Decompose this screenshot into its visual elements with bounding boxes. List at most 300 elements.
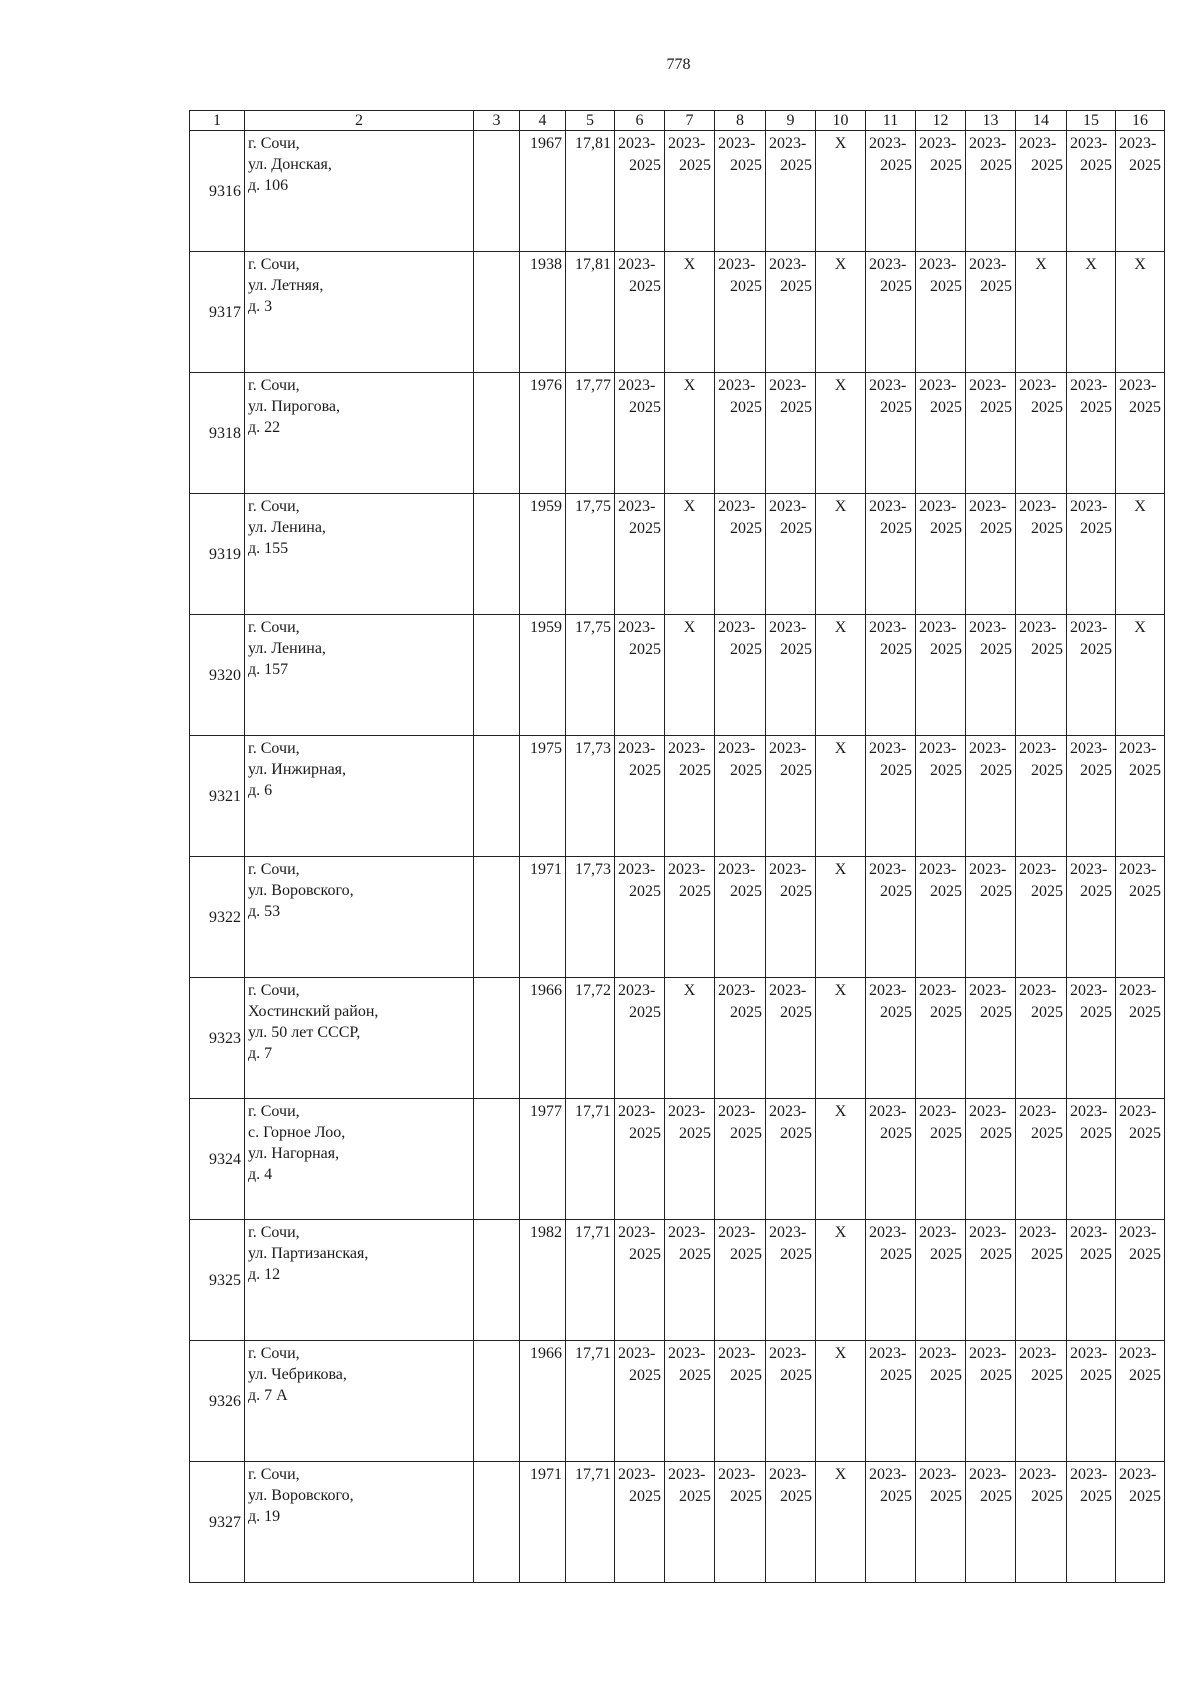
period-start: 2023- — [769, 619, 807, 636]
period-cell — [715, 252, 766, 373]
period-mark: X — [834, 740, 847, 757]
row-number: 9316 — [190, 131, 245, 252]
period-start: 2023- — [718, 861, 756, 878]
period-end: 2025 — [880, 1004, 912, 1021]
address-line: д. 53 — [248, 903, 281, 920]
table-row — [190, 131, 1165, 252]
period-start: 2023- — [718, 135, 756, 152]
period-cell — [1116, 615, 1165, 736]
period-cell — [615, 252, 665, 373]
address-line: д. 106 — [248, 177, 289, 194]
table-row — [190, 857, 1165, 978]
address-line: ул. Нагорная, — [248, 1145, 340, 1162]
address-line: ул. Донская, — [248, 156, 332, 173]
period-end: 2025 — [679, 157, 711, 174]
column-header-12: 12 — [916, 111, 966, 131]
period-cell — [866, 1099, 916, 1220]
period-cell — [665, 978, 715, 1099]
period-start: 2023- — [969, 1103, 1007, 1120]
period-end: 2025 — [730, 278, 762, 295]
period-start: 2023- — [718, 256, 756, 273]
period-end: 2025 — [880, 157, 912, 174]
period-start: 2023- — [618, 377, 656, 394]
table-row — [190, 252, 1165, 373]
period-start: 2023- — [869, 256, 907, 273]
period-end: 2025 — [1031, 1004, 1063, 1021]
column-3-cell — [474, 373, 520, 494]
period-start: 2023- — [718, 740, 756, 757]
period-start: 2023- — [668, 1103, 706, 1120]
period-end: 2025 — [880, 520, 912, 537]
period-end: 2025 — [1080, 1246, 1112, 1263]
period-start: 2023- — [1019, 740, 1057, 757]
period-cell — [766, 978, 816, 1099]
period-end: 2025 — [1080, 762, 1112, 779]
address-cell — [245, 1462, 474, 1583]
period-end: 2025 — [880, 1246, 912, 1263]
period-start: 2023- — [919, 498, 957, 515]
period-start: 2023- — [1019, 619, 1057, 636]
period-end: 2025 — [1080, 157, 1112, 174]
period-start: 2023- — [618, 1103, 656, 1120]
period-start: 2023- — [769, 256, 807, 273]
period-cell — [665, 615, 715, 736]
period-end: 2025 — [730, 1488, 762, 1505]
period-cell — [665, 131, 715, 252]
period-end: 2025 — [930, 520, 962, 537]
period-start: 2023- — [1119, 377, 1157, 394]
period-end: 2025 — [880, 399, 912, 416]
period-start: 2023- — [869, 740, 907, 757]
period-end: 2025 — [1129, 1367, 1161, 1384]
address-cell — [245, 615, 474, 736]
period-end: 2025 — [980, 157, 1012, 174]
period-end: 2025 — [1129, 399, 1161, 416]
period-mark: X — [1085, 256, 1097, 273]
wear-percent-cell: 17,81 — [566, 252, 615, 373]
period-cell — [816, 494, 866, 615]
table-row — [190, 1462, 1165, 1583]
period-end: 2025 — [730, 157, 762, 174]
period-end: 2025 — [730, 1246, 762, 1263]
period-cell — [766, 373, 816, 494]
period-end: 2025 — [930, 1246, 962, 1263]
period-end: 2025 — [930, 278, 962, 295]
period-start: 2023- — [1119, 740, 1157, 757]
period-mark: X — [834, 135, 847, 152]
period-cell — [1067, 857, 1116, 978]
period-cell — [1116, 736, 1165, 857]
period-mark: X — [683, 982, 696, 999]
address-line: г. Сочи, — [248, 619, 300, 636]
address-cell — [245, 1220, 474, 1341]
period-end: 2025 — [980, 641, 1012, 658]
period-end: 2025 — [1129, 1246, 1161, 1263]
period-cell — [766, 494, 816, 615]
period-end: 2025 — [930, 1367, 962, 1384]
period-end: 2025 — [679, 1246, 711, 1263]
period-cell — [866, 131, 916, 252]
column-number-header-row — [190, 111, 1165, 131]
period-start: 2023- — [769, 861, 807, 878]
period-start: 2023- — [618, 1224, 656, 1241]
period-cell — [1067, 131, 1116, 252]
period-start: 2023- — [919, 1103, 957, 1120]
period-end: 2025 — [730, 762, 762, 779]
period-cell — [866, 1341, 916, 1462]
period-cell — [1067, 373, 1116, 494]
period-cell — [1016, 978, 1067, 1099]
period-end: 2025 — [780, 1004, 812, 1021]
address-cell — [245, 373, 474, 494]
period-mark: X — [834, 1345, 847, 1362]
period-cell — [615, 857, 665, 978]
period-start: 2023- — [969, 619, 1007, 636]
period-end: 2025 — [1031, 1488, 1063, 1505]
period-cell — [1016, 736, 1067, 857]
period-start: 2023- — [969, 740, 1007, 757]
period-end: 2025 — [980, 520, 1012, 537]
period-start: 2023- — [919, 619, 957, 636]
period-cell — [916, 494, 966, 615]
period-mark: X — [834, 498, 847, 515]
period-start: 2023- — [869, 135, 907, 152]
period-cell — [866, 857, 916, 978]
period-start: 2023- — [1119, 982, 1157, 999]
address-cell — [245, 978, 474, 1099]
period-cell — [766, 1341, 816, 1462]
period-mark: X — [1134, 619, 1146, 636]
row-number: 9320 — [190, 615, 245, 736]
period-cell — [615, 1099, 665, 1220]
period-end: 2025 — [980, 883, 1012, 900]
table-body — [190, 131, 1165, 1583]
period-cell — [615, 131, 665, 252]
wear-percent-cell: 17,71 — [566, 1462, 615, 1583]
address-cell — [245, 131, 474, 252]
period-start: 2023- — [1070, 135, 1108, 152]
period-end: 2025 — [980, 762, 1012, 779]
period-mark: X — [1134, 498, 1146, 515]
period-end: 2025 — [629, 641, 661, 658]
period-start: 2023- — [1019, 1466, 1057, 1483]
period-cell — [1116, 1220, 1165, 1341]
period-start: 2023- — [969, 377, 1007, 394]
address-line: г. Сочи, — [248, 1466, 300, 1483]
address-line: д. 19 — [248, 1508, 281, 1525]
period-end: 2025 — [1031, 1246, 1063, 1263]
period-cell — [816, 1220, 866, 1341]
period-start: 2023- — [1070, 1224, 1108, 1241]
period-mark: X — [1134, 256, 1146, 273]
period-cell — [816, 978, 866, 1099]
address-line: г. Сочи, — [248, 1103, 300, 1120]
period-end: 2025 — [780, 278, 812, 295]
period-start: 2023- — [1070, 498, 1108, 515]
period-mark: X — [1035, 256, 1047, 273]
period-cell — [665, 373, 715, 494]
address-line: д. 155 — [248, 540, 289, 557]
period-cell — [715, 1462, 766, 1583]
period-cell — [1016, 615, 1067, 736]
period-end: 2025 — [1080, 641, 1112, 658]
period-cell — [766, 857, 816, 978]
row-number: 9324 — [190, 1099, 245, 1220]
period-start: 2023- — [1070, 619, 1108, 636]
period-cell — [966, 494, 1016, 615]
wear-percent-cell: 17,71 — [566, 1099, 615, 1220]
period-cell — [916, 615, 966, 736]
period-cell — [615, 1220, 665, 1341]
period-cell — [816, 1099, 866, 1220]
period-cell — [866, 615, 916, 736]
address-line: Хостинский район, — [248, 1003, 379, 1020]
period-start: 2023- — [869, 1103, 907, 1120]
address-line: д. 3 — [248, 298, 273, 315]
period-start: 2023- — [869, 861, 907, 878]
column-header-5: 5 — [566, 111, 615, 131]
period-cell — [1067, 1341, 1116, 1462]
period-end: 2025 — [780, 520, 812, 537]
address-line: ул. Летняя, — [248, 277, 324, 294]
period-mark: X — [834, 1103, 847, 1120]
period-cell — [766, 252, 816, 373]
year-built-cell: 1966 — [520, 978, 566, 1099]
period-end: 2025 — [629, 1004, 661, 1021]
period-cell — [966, 857, 1016, 978]
column-3-cell — [474, 736, 520, 857]
column-3-cell — [474, 1341, 520, 1462]
period-end: 2025 — [629, 883, 661, 900]
period-start: 2023- — [1019, 377, 1057, 394]
period-end: 2025 — [780, 157, 812, 174]
period-cell — [665, 1220, 715, 1341]
period-cell — [866, 736, 916, 857]
address-line: г. Сочи, — [248, 740, 300, 757]
period-mark: X — [834, 982, 847, 999]
period-cell — [766, 131, 816, 252]
period-cell — [665, 857, 715, 978]
period-cell — [1016, 1341, 1067, 1462]
period-mark: X — [834, 377, 847, 394]
period-cell — [866, 978, 916, 1099]
period-start: 2023- — [919, 982, 957, 999]
period-start: 2023- — [919, 1345, 957, 1362]
period-end: 2025 — [1031, 762, 1063, 779]
column-header-6: 6 — [615, 111, 665, 131]
row-number: 9322 — [190, 857, 245, 978]
period-start: 2023- — [1070, 377, 1108, 394]
period-start: 2023- — [718, 1103, 756, 1120]
period-start: 2023- — [1019, 1224, 1057, 1241]
column-header-3: 3 — [474, 111, 520, 131]
period-cell — [665, 736, 715, 857]
period-cell — [715, 1099, 766, 1220]
period-start: 2023- — [618, 982, 656, 999]
period-start: 2023- — [869, 1466, 907, 1483]
period-cell — [1116, 857, 1165, 978]
period-start: 2023- — [769, 377, 807, 394]
period-end: 2025 — [730, 641, 762, 658]
year-built-cell: 1977 — [520, 1099, 566, 1220]
wear-percent-cell: 17,81 — [566, 131, 615, 252]
period-cell — [1116, 494, 1165, 615]
period-cell — [966, 1341, 1016, 1462]
address-line: ул. Чебрикова, — [248, 1366, 347, 1383]
address-line: д. 4 — [248, 1166, 273, 1183]
period-cell — [966, 373, 1016, 494]
column-3-cell — [474, 1220, 520, 1341]
period-cell — [866, 252, 916, 373]
wear-percent-cell: 17,77 — [566, 373, 615, 494]
period-end: 2025 — [880, 762, 912, 779]
wear-percent-cell: 17,72 — [566, 978, 615, 1099]
period-cell — [665, 252, 715, 373]
column-3-cell — [474, 978, 520, 1099]
period-cell — [715, 978, 766, 1099]
period-end: 2025 — [1129, 883, 1161, 900]
period-end: 2025 — [629, 1488, 661, 1505]
column-header-7: 7 — [665, 111, 715, 131]
period-cell — [866, 373, 916, 494]
period-end: 2025 — [980, 1125, 1012, 1142]
year-built-cell: 1959 — [520, 615, 566, 736]
period-end: 2025 — [1031, 641, 1063, 658]
period-cell — [615, 978, 665, 1099]
period-cell — [1116, 978, 1165, 1099]
wear-percent-cell: 17,71 — [566, 1220, 615, 1341]
period-start: 2023- — [1070, 982, 1108, 999]
period-start: 2023- — [718, 498, 756, 515]
column-3-cell — [474, 1099, 520, 1220]
period-start: 2023- — [919, 740, 957, 757]
period-end: 2025 — [780, 641, 812, 658]
period-end: 2025 — [679, 1125, 711, 1142]
period-end: 2025 — [1129, 1004, 1161, 1021]
period-end: 2025 — [730, 883, 762, 900]
period-start: 2023- — [919, 1224, 957, 1241]
period-start: 2023- — [769, 1345, 807, 1362]
period-start: 2023- — [869, 982, 907, 999]
period-cell — [615, 373, 665, 494]
address-line: ул. Воровского, — [248, 882, 354, 899]
period-cell — [1016, 857, 1067, 978]
column-header-2: 2 — [245, 111, 474, 131]
period-cell — [816, 857, 866, 978]
period-cell — [866, 1220, 916, 1341]
column-header-11: 11 — [866, 111, 916, 131]
period-end: 2025 — [1080, 1488, 1112, 1505]
address-line: с. Горное Лоо, — [248, 1124, 346, 1141]
period-start: 2023- — [1070, 1103, 1108, 1120]
period-cell — [816, 1341, 866, 1462]
period-end: 2025 — [1129, 1125, 1161, 1142]
address-line: д. 157 — [248, 661, 289, 678]
address-line: ул. Партизанская, — [248, 1245, 369, 1262]
period-end: 2025 — [780, 1488, 812, 1505]
wear-percent-cell: 17,73 — [566, 857, 615, 978]
period-cell — [1067, 736, 1116, 857]
table-row — [190, 373, 1165, 494]
period-end: 2025 — [629, 1125, 661, 1142]
period-start: 2023- — [769, 1103, 807, 1120]
period-cell — [715, 857, 766, 978]
period-cell — [1067, 1099, 1116, 1220]
period-start: 2023- — [1119, 861, 1157, 878]
address-line: г. Сочи, — [248, 982, 300, 999]
period-end: 2025 — [1080, 883, 1112, 900]
address-line: г. Сочи, — [248, 1224, 300, 1241]
period-end: 2025 — [930, 762, 962, 779]
period-cell — [916, 252, 966, 373]
period-start: 2023- — [718, 1345, 756, 1362]
address-line: д. 7 — [248, 1045, 273, 1062]
period-end: 2025 — [679, 883, 711, 900]
address-line: ул. Пирогова, — [248, 398, 341, 415]
period-start: 2023- — [919, 861, 957, 878]
period-cell — [615, 736, 665, 857]
period-cell — [816, 615, 866, 736]
period-start: 2023- — [718, 982, 756, 999]
period-end: 2025 — [1031, 883, 1063, 900]
period-start: 2023- — [1119, 1466, 1157, 1483]
column-header-16: 16 — [1116, 111, 1165, 131]
address-line: ул. Инжирная, — [248, 761, 347, 778]
period-cell — [1067, 494, 1116, 615]
period-end: 2025 — [780, 399, 812, 416]
period-start: 2023- — [718, 1466, 756, 1483]
period-end: 2025 — [780, 1367, 812, 1384]
period-end: 2025 — [980, 1367, 1012, 1384]
period-start: 2023- — [718, 377, 756, 394]
period-cell — [1067, 1220, 1116, 1341]
address-line: д. 7 А — [248, 1387, 288, 1404]
column-header-10: 10 — [816, 111, 866, 131]
address-line: г. Сочи, — [248, 1345, 300, 1362]
period-start: 2023- — [969, 861, 1007, 878]
period-end: 2025 — [930, 1125, 962, 1142]
period-end: 2025 — [679, 1367, 711, 1384]
period-cell — [615, 615, 665, 736]
period-cell — [615, 494, 665, 615]
column-3-cell — [474, 131, 520, 252]
period-start: 2023- — [618, 135, 656, 152]
period-cell — [615, 1341, 665, 1462]
period-mark: X — [834, 256, 847, 273]
address-line: ул. Ленина, — [248, 519, 326, 536]
period-cell — [916, 1220, 966, 1341]
period-start: 2023- — [969, 1345, 1007, 1362]
period-start: 2023- — [668, 1466, 706, 1483]
period-cell — [715, 615, 766, 736]
period-end: 2025 — [980, 1488, 1012, 1505]
housing-register-table — [189, 110, 1165, 1583]
column-header-14: 14 — [1016, 111, 1067, 131]
period-mark: X — [683, 498, 696, 515]
period-start: 2023- — [1119, 1345, 1157, 1362]
period-end: 2025 — [629, 278, 661, 295]
address-cell — [245, 252, 474, 373]
row-number: 9317 — [190, 252, 245, 373]
period-cell — [715, 131, 766, 252]
wear-percent-cell: 17,75 — [566, 615, 615, 736]
period-end: 2025 — [780, 1246, 812, 1263]
period-end: 2025 — [880, 278, 912, 295]
address-line: ул. Ленина, — [248, 640, 326, 657]
period-start: 2023- — [769, 982, 807, 999]
period-end: 2025 — [629, 1246, 661, 1263]
period-start: 2023- — [668, 861, 706, 878]
